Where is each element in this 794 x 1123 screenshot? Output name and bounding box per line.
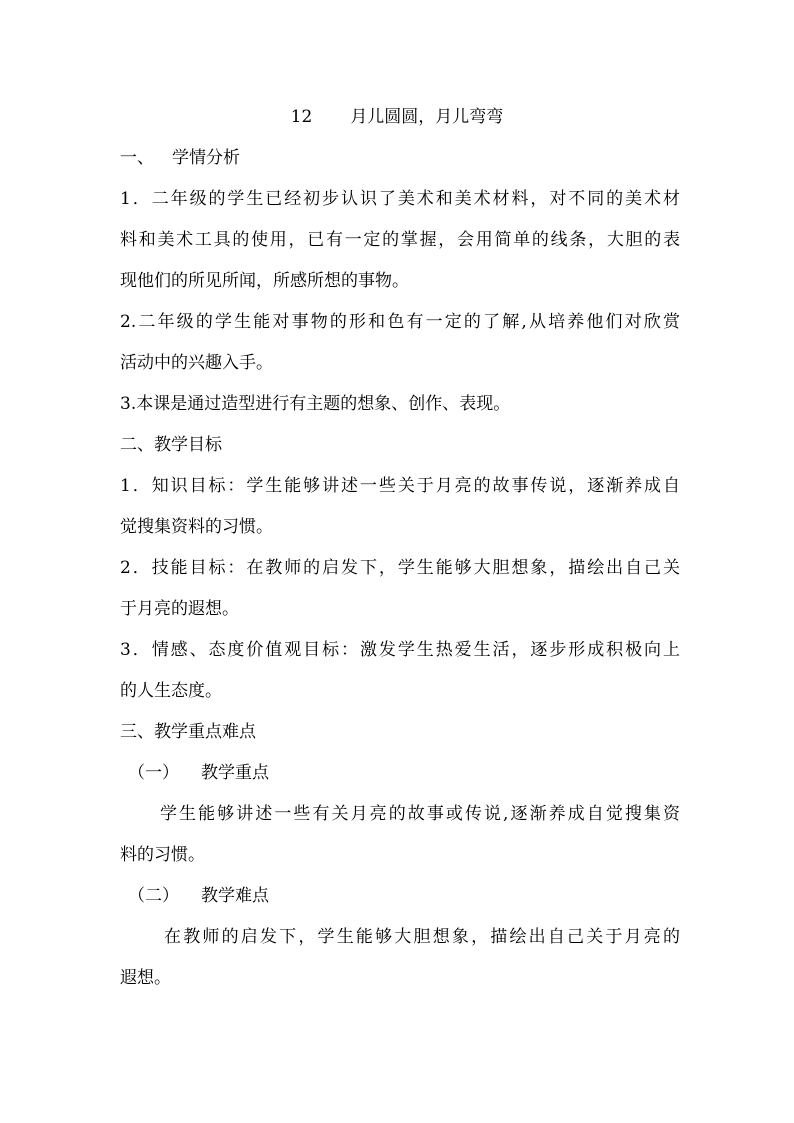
paragraph-line: 于月亮的遐想。 — [120, 599, 239, 619]
document-body — [120, 145, 680, 1006]
section-heading-analysis — [120, 145, 680, 172]
lesson-title-text: 月儿圆圆，月儿弯弯 — [350, 107, 504, 127]
paragraph-line: 遐想。 — [120, 968, 171, 988]
paragraph-line: 活动中的兴趣入手。 — [120, 353, 273, 373]
paragraph-line: 1．知识目标：学生能够讲述一些关于月亮的故事传说，逐渐养成自 — [120, 476, 680, 496]
section-title: 学情分析 — [172, 148, 240, 168]
paragraph-line: 3.本课是通过造型进行有主题的想象、创作、表现。 — [120, 394, 511, 414]
paragraph-line: 料的习惯。 — [120, 845, 205, 865]
paragraph-line: 学生能够讲述一些有关月亮的故事或传说,逐渐养成自觉搜集资 — [160, 804, 680, 824]
paragraph-line: 觉搜集资料的习惯。 — [120, 517, 273, 537]
subsection-heading-difficulty — [120, 883, 680, 910]
paragraph-line: 在教师的启发下，学生能够大胆想象，描绘出自己关于月亮的 — [164, 927, 680, 947]
subsection-number: （二） — [128, 886, 179, 906]
subsection-title: 教学难点 — [201, 886, 269, 906]
paragraph-line: 的人生态度。 — [120, 681, 222, 701]
paragraph-line: 3．情感、态度价值观目标：激发学生热爱生活，逐步形成积极向上 — [120, 640, 680, 660]
paragraph-line: 2．技能目标：在教师的启发下，学生能够大胆想象，描绘出自己关 — [120, 558, 680, 578]
section-number: 一、 — [120, 148, 154, 168]
subsection-title: 教学重点 — [201, 763, 269, 783]
lesson-number: 12 — [290, 107, 313, 127]
paragraph-line: 现他们的所见所闻，所感所想的事物。 — [120, 271, 409, 291]
section-heading-goals: 二、教学目标 — [120, 435, 222, 455]
paragraph-line: 1．二年级的学生已经初步认识了美术和美术材料，对不同的美术材 — [120, 189, 680, 209]
section-heading-keypoints: 三、教学重点难点 — [120, 722, 256, 742]
subsection-number: （一） — [128, 763, 179, 783]
paragraph-line: 2.二年级的学生能对事物的形和色有一定的了解,从培养他们对欣赏 — [120, 312, 680, 332]
lesson-title — [0, 104, 794, 130]
subsection-heading-focus — [120, 760, 680, 787]
paragraph-line: 料和美术工具的使用，已有一定的掌握，会用简单的线条，大胆的表 — [120, 230, 680, 250]
